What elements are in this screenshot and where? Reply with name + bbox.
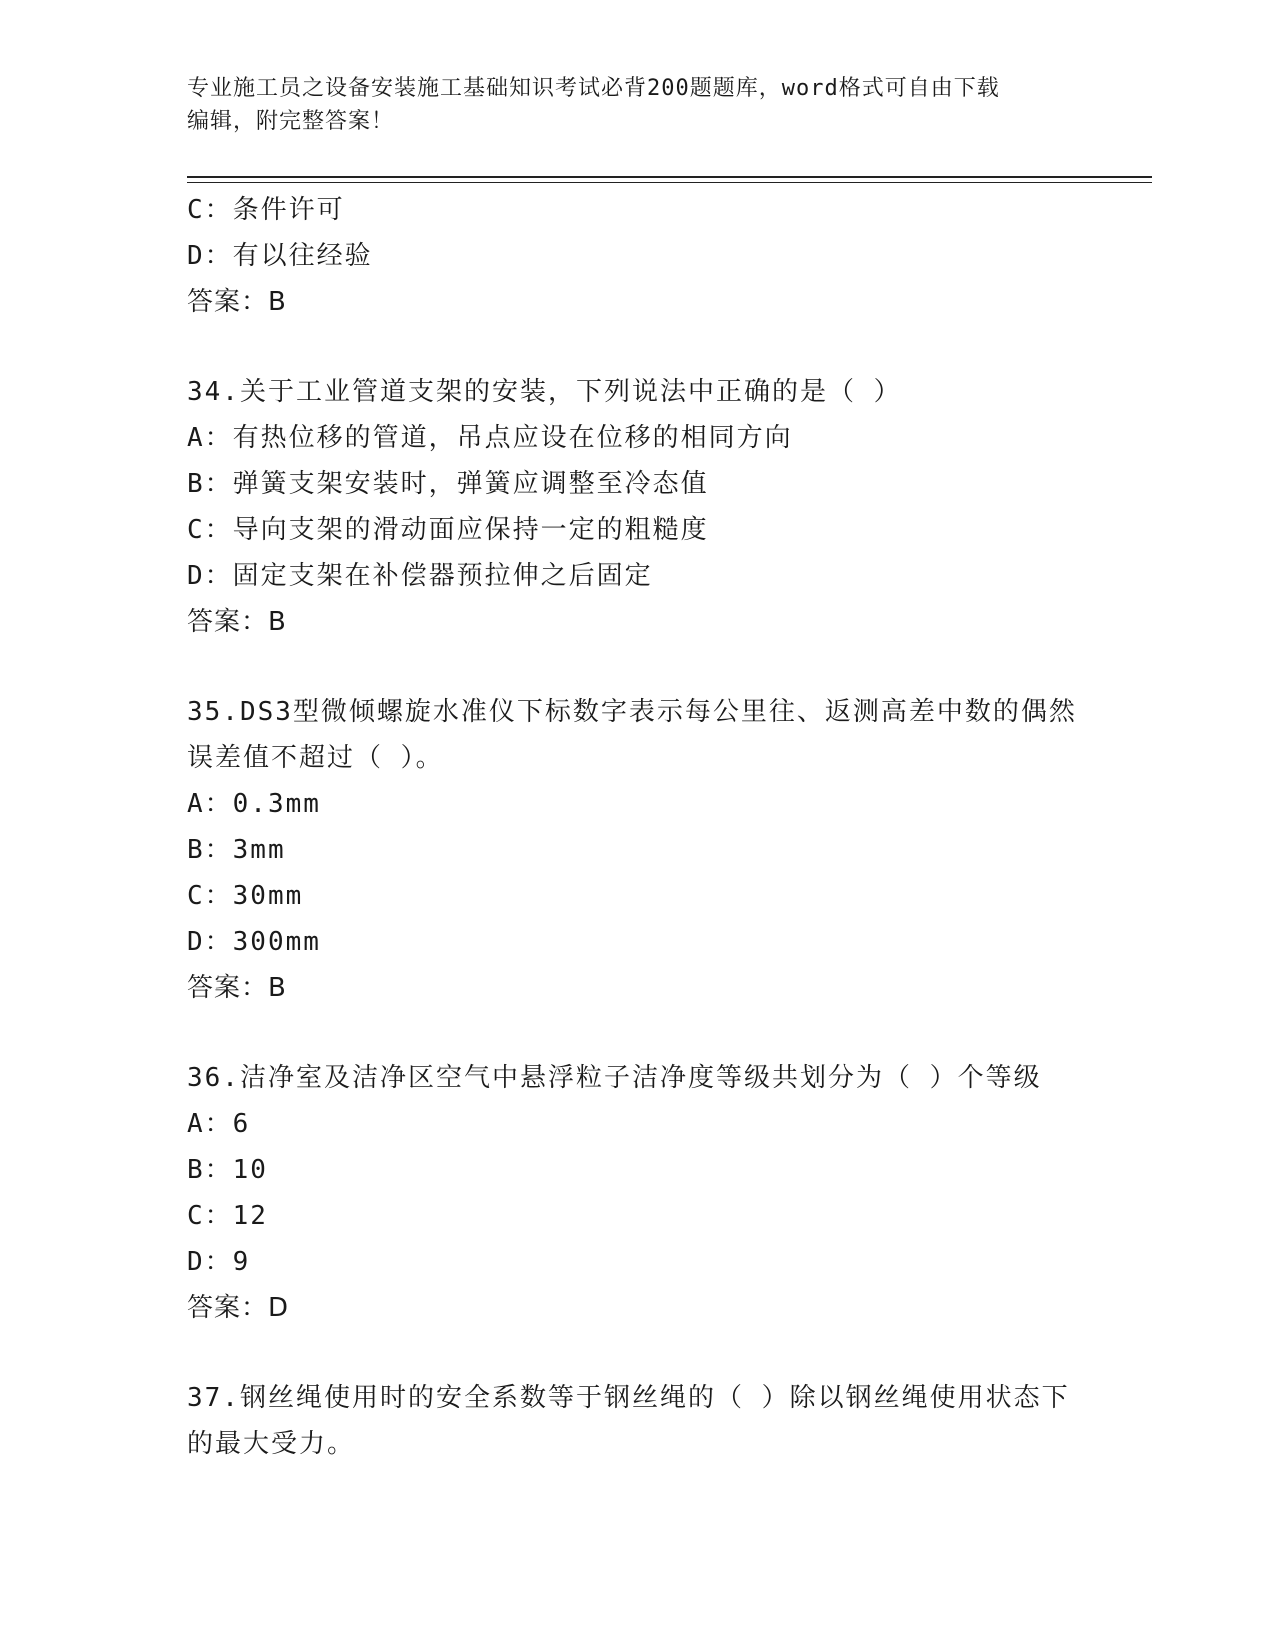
question-spacer [187, 1011, 1077, 1055]
option-b: B：弹簧支架安装时，弹簧应调整至冷态值 [187, 469, 709, 499]
option-a: A：有热位移的管道，吊点应设在位移的相同方向 [187, 423, 793, 453]
option-c: C：条件许可 [187, 195, 345, 225]
question-stem: 35.DS3型微倾螺旋水准仪下标数字表示每公里往、返测高差中数的偶然误差值不超过（ ）。 [187, 697, 1077, 773]
option-d: D：300mm [187, 927, 321, 957]
question-spacer [187, 645, 1077, 689]
option-d: D：有以往经验 [187, 241, 373, 271]
option-d: D：固定支架在补偿器预拉伸之后固定 [187, 561, 653, 591]
question-35 [187, 689, 1077, 1011]
option-b: B：3mm [187, 835, 286, 865]
question-36 [187, 1055, 1077, 1331]
document-header [187, 72, 1087, 138]
question-spacer [187, 325, 1077, 369]
answer: 答案：B [187, 973, 287, 1003]
option-c: C：12 [187, 1201, 268, 1231]
question-stem: 36.洁净室及洁净区空气中悬浮粒子洁净度等级共划分为（ ）个等级 [187, 1063, 1042, 1093]
header-divider-thick [187, 176, 1152, 178]
question-stem: 34.关于工业管道支架的安装，下列说法中正确的是（ ） [187, 377, 902, 407]
option-b: B：10 [187, 1155, 268, 1185]
option-a: A：6 [187, 1109, 251, 1139]
option-c: C：导向支架的滑动面应保持一定的粗糙度 [187, 515, 709, 545]
option-a: A：0.3mm [187, 789, 321, 819]
question-33-fragment [187, 187, 1077, 325]
header-line-1: 专业施工员之设备安装施工基础知识考试必背200题题库，word格式可自由下载 [187, 76, 1000, 101]
question-37 [187, 1375, 1077, 1467]
answer: 答案：D [187, 1293, 290, 1323]
answer: 答案：B [187, 287, 287, 317]
question-stem: 37.钢丝绳使用时的安全系数等于钢丝绳的（ ）除以钢丝绳使用状态下的最大受力。 [187, 1383, 1070, 1459]
question-spacer [187, 1331, 1077, 1375]
option-c: C：30mm [187, 881, 304, 911]
header-divider-thin [187, 182, 1152, 183]
document-body [187, 187, 1077, 1467]
answer: 答案：B [187, 607, 287, 637]
header-line-2: 编辑，附完整答案！ [187, 109, 395, 134]
question-34 [187, 369, 1077, 645]
option-d: D：9 [187, 1247, 251, 1277]
